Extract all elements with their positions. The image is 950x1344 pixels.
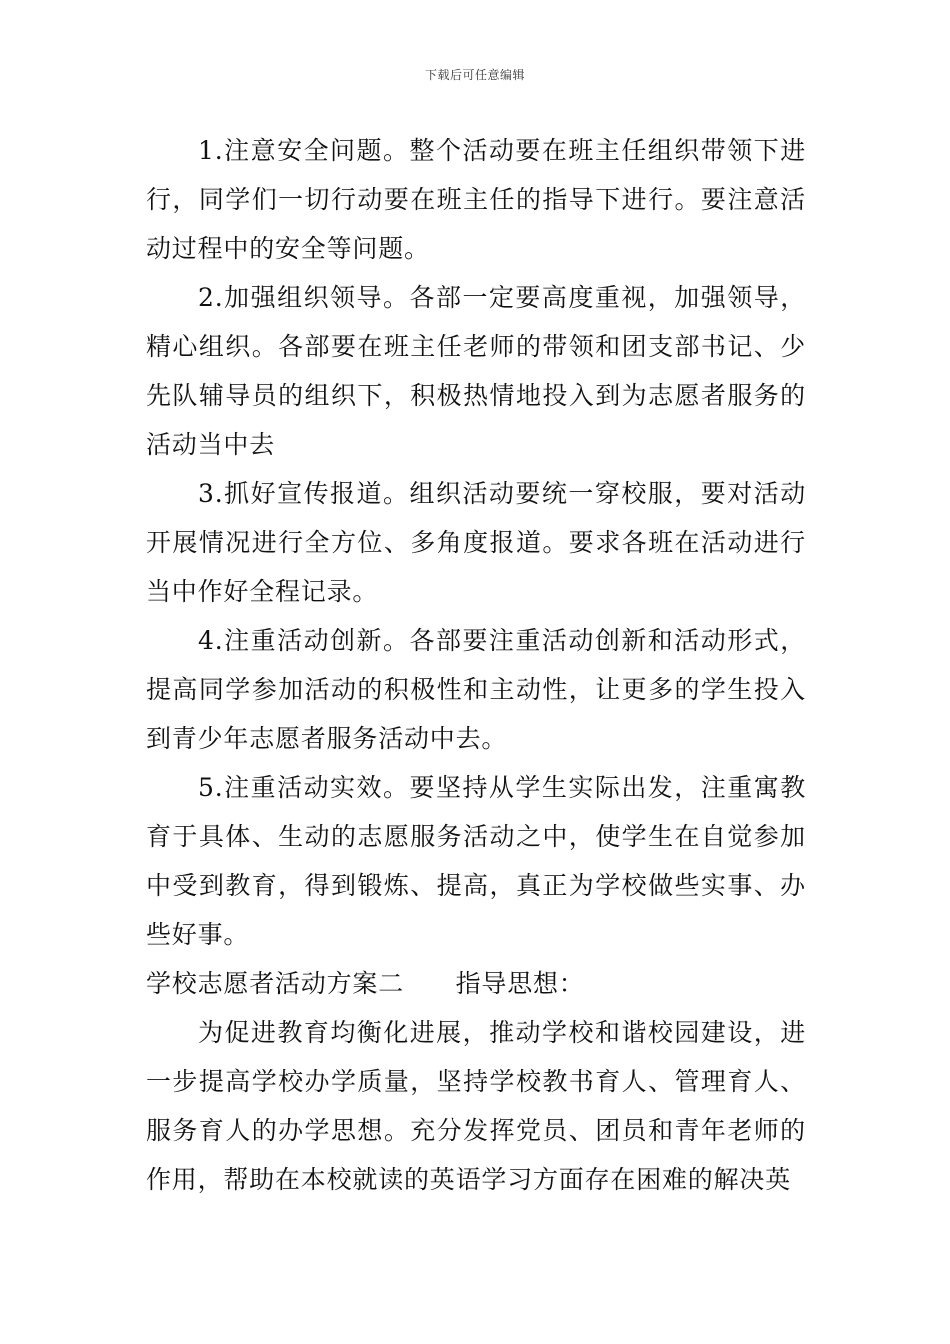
header-note: 下载后可任意编辑 [424,68,525,82]
paragraph-safety: 1.注意安全问题。整个活动要在班主任组织带领下进行，同学们一切行动要在班主任的指导下进行。要注意活动过程中的安全等问题。 [146,136,806,263]
paragraph-guiding-idea: 为促进教育均衡化进展，推动学校和谐校园建设，进一步提高学校办学质量，坚持学校教书育人、管理育人、服务育人的办学思想。充分发挥党员、团员和青年老师的作用，帮助在本校就读的英语学习方面存在困难的解决英 [146,1018,806,1194]
section-title: 学校志愿者活动方案二 指导思想： [146,969,585,998]
paragraph-innovation: 4.注重活动创新。各部要注重活动创新和活动形式，提高同学参加活动的积极性和主动性，让更多的学生投入到青少年志愿者服务活动中去。 [146,626,806,753]
paragraph-effectiveness: 5.注重活动实效。要坚持从学生实际出发，注重寓教育于具体、生动的志愿服务活动之中，使学生在自觉参加中受到教育，得到锻炼、提高，真正为学校做些实事、办些好事。 [146,773,806,949]
document-body [146,126,806,1204]
paragraph-publicity: 3.抓好宣传报道。组织活动要统一穿校服，要对活动开展情况进行全方位、多角度报道。要求各班在活动进行当中作好全程记录。 [146,479,806,606]
paragraph-organization: 2.加强组织领导。各部一定要高度重视，加强领导，精心组织。各部要在班主任老师的带领和团支部书记、少先队辅导员的组织下，积极热情地投入到为志愿者服务的活动当中去 [146,283,806,459]
